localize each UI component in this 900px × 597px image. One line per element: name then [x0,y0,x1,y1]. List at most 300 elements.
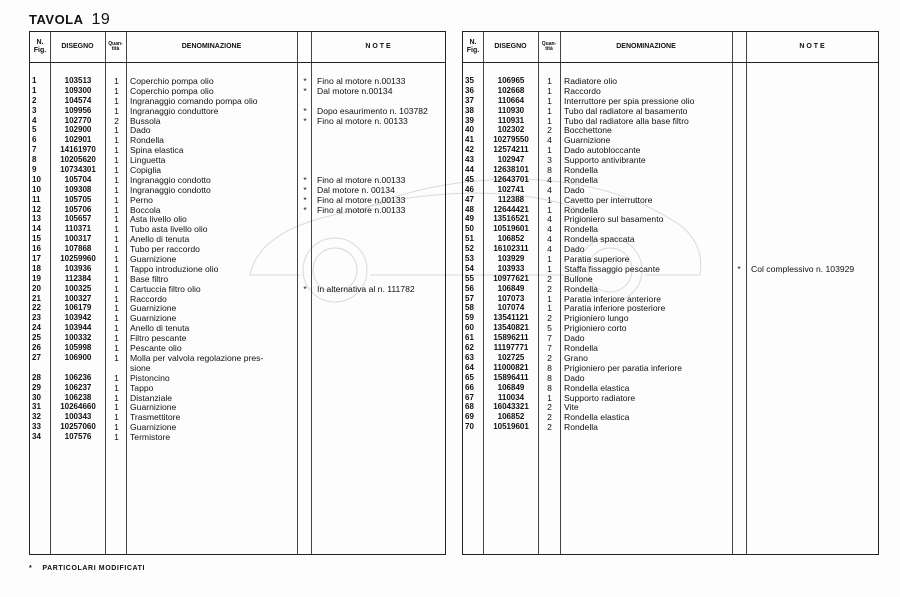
fig-number: 16 [32,244,41,254]
quantity: 1 [114,76,119,86]
table-row [30,313,445,323]
drawing-number: 105705 [64,194,92,204]
fig-number: 7 [32,145,37,155]
note-text: Fino al motore n.00133 [317,194,406,205]
fig-number: 70 [465,422,474,432]
fig-number: 41 [465,135,474,145]
table-body [30,76,445,442]
fig-number: 25 [32,333,41,343]
parts-table-right [462,31,879,555]
drawing-number: 104574 [64,95,92,105]
quantity: 2 [547,352,552,363]
part-name: Guarnizione [130,402,177,413]
fig-number: 60 [465,323,474,333]
table-row [30,76,445,86]
drawing-number: 106852 [497,234,525,244]
drawing-number: 10264660 [60,402,96,412]
modified-marker: * [303,115,307,126]
quantity: 4 [547,174,552,185]
parts-table-left [29,31,446,555]
table-row [30,195,445,205]
fig-number: 40 [465,125,474,135]
quantity: 1 [114,155,119,166]
drawing-number: 106849 [497,382,525,392]
part-name: Ingranaggio comando pompa olio [130,95,258,106]
quantity: 4 [547,135,552,146]
table-row [30,214,445,224]
fig-number: 30 [32,392,41,402]
drawing-number: 103933 [497,263,525,273]
fig-number: 28 [32,372,41,382]
quantity: 1 [114,174,119,185]
quantity: 1 [114,293,119,304]
header-note: N O T E [365,43,391,50]
footer-text: PARTICOLARI MODIFICATI [42,565,146,572]
quantity: 1 [114,204,119,215]
part-name: Rondella [564,165,598,176]
note-text: Fino al motore n.00133 [317,204,406,215]
part-name: Paratia inferiore posteriore [564,303,666,314]
table-row [463,264,878,274]
fig-number: 43 [465,155,474,165]
drawing-number: 10279550 [493,135,529,145]
part-name: Supporto radiatore [564,392,636,403]
part-name: Rondella [130,135,164,146]
quantity: 1 [114,214,119,225]
drawing-number: 10977621 [493,273,529,283]
fig-number: 17 [32,254,41,264]
quantity: 1 [114,254,119,265]
part-name: sione [130,362,151,373]
drawing-number: 106236 [64,372,92,382]
drawing-number: 110371 [64,224,92,234]
fig-number: 19 [32,273,41,283]
part-name: Guarnizione [564,135,611,146]
drawing-number: 107073 [497,293,525,303]
header-fig: N. Fig. [466,39,480,54]
table-row [30,86,445,96]
part-name: Ingranaggio condotto [130,174,211,185]
part-name: Copiglia [130,165,162,176]
part-name: Boccola [130,204,161,215]
fig-number: 6 [32,135,37,145]
part-name: Interruttore per spia pressione olio [564,95,695,106]
part-name: Bullone [564,273,593,284]
drawing-number: 102668 [497,85,525,95]
drawing-number: 106852 [497,412,525,422]
fig-number: 3 [32,105,37,115]
part-name: Spina elastica [130,145,184,156]
drawing-number: 105704 [64,174,92,184]
table-row [30,393,445,403]
table-row [30,125,445,135]
fig-number: 48 [465,204,474,214]
fig-number: 12 [32,204,41,214]
part-name: Anello di tenuta [130,234,190,245]
drawing-number: 14161970 [60,145,96,155]
quantity: 1 [547,254,552,265]
part-name: Filtro pescante [130,333,187,344]
quantity: 1 [547,115,552,126]
part-name: Cartuccia filtro olio [130,283,201,294]
drawing-number: 109956 [64,105,92,115]
drawing-number: 100332 [64,333,92,343]
table-body [463,76,878,432]
note-text: Dopo esaurimento n. 103782 [317,105,428,116]
table-row [463,303,878,313]
note-text: Fino al motore n.00133 [317,76,406,86]
quantity: 1 [547,263,552,274]
fig-number: 10 [32,184,41,194]
fig-number: 64 [465,362,474,372]
drawing-number: 107868 [64,244,92,254]
part-name: Raccordo [564,85,601,96]
page-title [29,11,110,29]
drawing-number: 10205620 [60,155,96,165]
part-name: Linguetta [130,155,166,166]
modified-marker: * [303,174,307,185]
header-fig: N. Fig. [33,39,47,54]
part-name: Pistoncino [130,372,170,383]
drawing-number: 110034 [497,392,525,402]
part-name: Guarnizione [130,254,177,265]
quantity: 1 [114,372,119,383]
drawing-number: 103936 [64,263,92,273]
part-name: Rondella [564,343,598,354]
drawing-number: 11197771 [493,343,529,353]
part-name: Ingranaggio conduttore [130,105,219,116]
part-name: Ingranaggio condotto [130,184,211,195]
part-name: Dado autobloccante [564,145,641,156]
table-row [463,323,878,333]
table-row [463,234,878,244]
table-row [463,412,878,422]
part-name: Dado [564,244,585,255]
table-row [463,106,878,116]
quantity: 1 [114,125,119,136]
fig-number: 53 [465,254,474,264]
table-row [463,313,878,323]
table-row [30,402,445,412]
table-header [463,32,878,63]
table-row [30,294,445,304]
quantity: 4 [547,234,552,245]
table-row [30,106,445,116]
quantity: 1 [547,145,552,156]
drawing-number: 110664 [497,95,525,105]
quantity: 2 [547,402,552,413]
quantity: 2 [547,273,552,284]
modified-marker: * [303,184,307,195]
table-row [30,145,445,155]
fig-number: 10 [32,174,41,184]
quantity: 1 [114,313,119,324]
table-row [463,145,878,155]
part-name: Termistore [130,432,171,443]
quantity: 1 [114,85,119,96]
part-name: Rondella [564,422,598,433]
fig-number: 49 [465,214,474,224]
drawing-number: 105706 [64,204,92,214]
table-row [463,363,878,373]
note-text: Fino al motore n. 00133 [317,115,408,126]
table-row [30,254,445,264]
table-row [30,363,445,373]
part-name: Anello di tenuta [130,323,190,334]
drawing-number: 100327 [64,293,92,303]
part-name: Coperchio pompa olio [130,85,214,96]
table-row [30,155,445,165]
quantity: 1 [547,105,552,116]
quantity: 1 [114,432,119,443]
table-row [463,383,878,393]
quantity: 1 [114,283,119,294]
table-row [30,244,445,254]
fig-number: 24 [32,323,41,333]
fig-number: 11 [32,194,41,204]
drawing-number: 13540821 [493,323,529,333]
note-text: Dal motore n.00134 [317,85,393,96]
fig-number: 44 [465,165,474,175]
quantity: 1 [114,244,119,255]
table-row [463,125,878,135]
table-row [30,432,445,442]
fig-number: 26 [32,343,41,353]
part-name: Rondella [564,204,598,215]
part-name: Prigioniero sul basamento [564,214,664,225]
quantity: 1 [114,95,119,106]
quantity: 4 [547,224,552,235]
part-name: Rondella spaccata [564,234,635,245]
drawing-number: 10519601 [493,224,529,234]
drawing-number: 103513 [64,76,92,85]
quantity: 8 [547,165,552,176]
fig-number: 68 [465,402,474,412]
quantity: 1 [114,105,119,116]
table-row [30,96,445,106]
header-disegno: DISEGNO [494,43,527,50]
table-row [30,274,445,284]
table-row [463,135,878,145]
table-row [30,205,445,215]
drawing-number: 15896411 [493,372,529,382]
part-name: Raccordo [130,293,167,304]
fig-number: 56 [465,283,474,293]
fig-number: 33 [32,422,41,432]
drawing-number: 106900 [64,352,92,362]
drawing-number: 106237 [64,382,92,392]
drawing-number: 10519601 [493,422,529,432]
fig-number: 13 [32,214,41,224]
drawing-number: 13516521 [493,214,529,224]
part-name: Bocchettone [564,125,612,136]
quantity: 1 [114,145,119,156]
footer-legend [29,565,145,572]
table-row [463,402,878,412]
part-name: Bussola [130,115,161,126]
table-row [30,323,445,333]
header-quantita: Quan- tità [541,41,557,52]
drawing-number: 109308 [64,184,92,194]
table-row [30,284,445,294]
fig-number: 59 [465,313,474,323]
table-row [30,412,445,422]
quantity: 1 [114,135,119,146]
part-name: Guarnizione [130,303,177,314]
quantity: 2 [547,313,552,324]
drawing-number: 12643701 [493,174,529,184]
fig-number: 1 [32,85,37,95]
fig-number: 47 [465,194,474,204]
quantity: 1 [114,323,119,334]
drawing-number: 102741 [497,184,525,194]
table-row [463,116,878,126]
table-row [463,224,878,234]
drawing-number: 12638101 [493,165,529,175]
table-row [463,175,878,185]
drawing-number: 110930 [497,105,525,115]
quantity: 1 [114,234,119,245]
part-name: Dado [564,372,585,383]
drawing-number: 102901 [64,135,92,145]
fig-number: 21 [32,293,41,303]
table-row [463,284,878,294]
header-disegno: DISEGNO [61,43,94,50]
quantity: 1 [114,333,119,344]
fig-number: 61 [465,333,474,343]
quantity: 1 [114,263,119,274]
fig-number: 4 [32,115,37,125]
fig-number: 57 [465,293,474,303]
quantity: 4 [547,184,552,195]
quantity: 4 [547,244,552,255]
drawing-number: 12644421 [493,204,529,214]
part-name: Distanziale [130,392,173,403]
table-row [30,135,445,145]
quantity: 1 [547,293,552,304]
part-name: Tubo asta livello olio [130,224,208,235]
fig-number: 15 [32,234,41,244]
drawing-number: 112388 [497,194,525,204]
quantity: 1 [114,422,119,433]
quantity: 2 [547,422,552,433]
part-name: Rondella elastica [564,412,630,423]
quantity: 1 [547,194,552,205]
fig-number: 63 [465,352,474,362]
drawing-number: 16043321 [493,402,529,412]
part-name: Rondella elastica [564,382,630,393]
drawing-number: 12574211 [493,145,529,155]
quantity: 1 [114,165,119,176]
part-name: Dado [564,333,585,344]
table-row [463,373,878,383]
drawing-number: 112384 [64,273,92,283]
table-row [30,234,445,244]
fig-number: 39 [465,115,474,125]
table-row [463,353,878,363]
part-name: Vite [564,402,579,413]
quantity: 2 [547,283,552,294]
drawing-number: 106179 [64,303,92,313]
note-text: Fino al motore n.00133 [317,174,406,185]
quantity: 4 [547,214,552,225]
table-row [30,343,445,353]
drawing-number: 13541121 [493,313,529,323]
quantity: 5 [547,323,552,334]
drawing-number: 102947 [497,155,525,165]
table-row [30,383,445,393]
note-text: In alternativa al n. 111782 [317,283,415,294]
table-header [30,32,445,63]
part-name: Paratia superiore [564,254,630,265]
quantity: 1 [114,402,119,413]
quantity: 2 [114,115,119,126]
part-name: Prigioniero corto [564,323,627,334]
quantity: 7 [547,343,552,354]
table-row [463,333,878,343]
table-row [463,195,878,205]
table-row [30,116,445,126]
part-name: Tubo per raccordo [130,244,200,255]
quantity: 1 [547,85,552,96]
table-row [463,214,878,224]
fig-number: 50 [465,224,474,234]
header-denominazione: DENOMINAZIONE [181,43,242,50]
quantity: 1 [114,194,119,205]
drawing-number: 106849 [497,283,525,293]
part-name: Trasmettitore [130,412,181,423]
part-name: Dado [564,184,585,195]
quantity: 2 [547,412,552,423]
part-name: Radiatore olio [564,76,618,86]
modified-parts-marker: * [29,565,33,572]
modified-marker: * [303,194,307,205]
note-text: Dal motore n. 00134 [317,184,395,195]
quantity: 3 [547,155,552,166]
fig-number: 8 [32,155,37,165]
drawing-number: 107576 [64,432,92,442]
part-name: Rondella [564,174,598,185]
drawing-number: 105998 [64,343,92,353]
modified-marker: * [303,85,307,96]
part-name: Rondella [564,224,598,235]
drawing-number: 103944 [64,323,92,333]
drawing-number: 10734301 [60,165,96,175]
quantity: 1 [114,412,119,423]
table-row [463,185,878,195]
part-name: Paratia inferiore anteriore [564,293,661,304]
quantity: 1 [114,382,119,393]
fig-number: 2 [32,95,37,105]
table-row [30,165,445,175]
table-row [30,175,445,185]
fig-number: 34 [32,432,41,442]
part-name: Perno [130,194,153,205]
drawing-number: 102302 [497,125,525,135]
quantity: 1 [547,204,552,215]
drawing-number: 102770 [64,115,92,125]
quantity: 1 [114,273,119,284]
fig-number: 27 [32,352,41,362]
table-row [463,165,878,175]
part-name: Dado [130,125,151,136]
header-denominazione: DENOMINAZIONE [616,43,676,50]
quantity: 1 [114,303,119,314]
fig-number: 55 [465,273,474,283]
table-row [463,205,878,215]
drawing-number: 106238 [64,392,92,402]
quantity: 1 [114,224,119,235]
